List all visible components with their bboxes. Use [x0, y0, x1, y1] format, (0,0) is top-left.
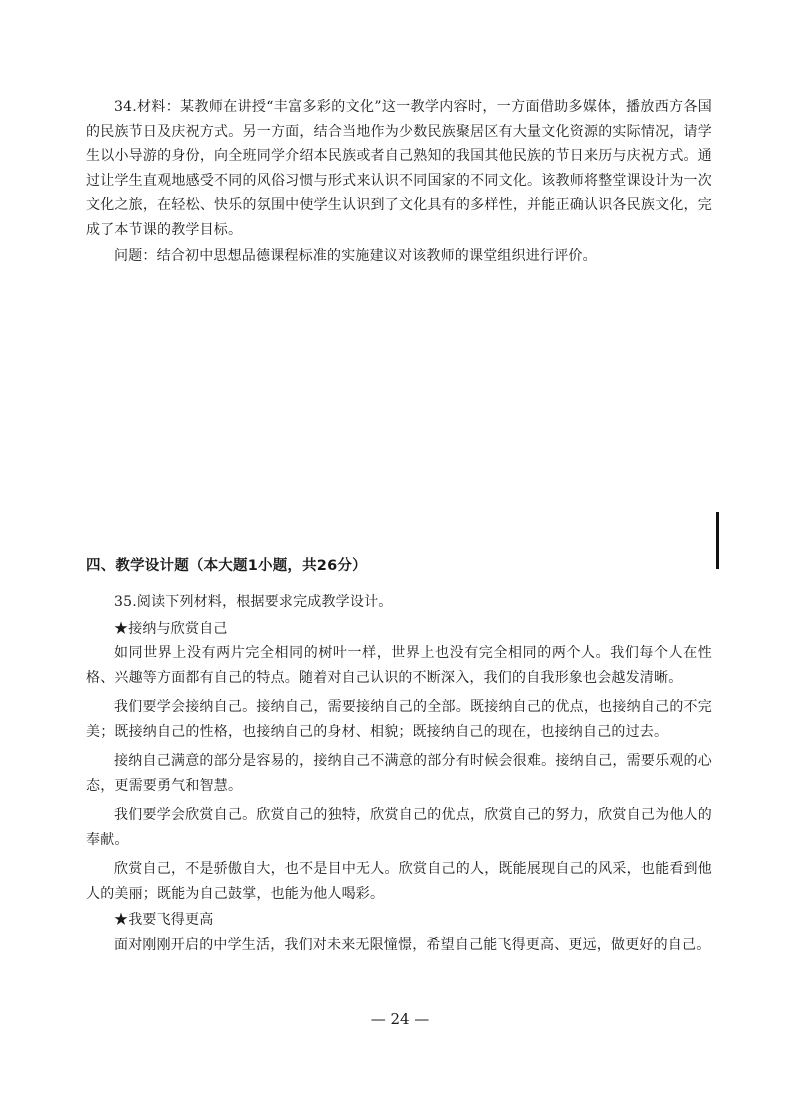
q35-heading-fly: ★我要飞得更高 — [114, 912, 214, 928]
q35-prompt: 35.阅读下列材料，根据要求完成教学设计。 — [114, 594, 393, 610]
q35-paragraph-2: 我们要学会接纳自己。接纳自己，需要接纳自己的全部。既接纳自己的优点，也接纳自己的不完美；既接纳自己的性格，也接纳自己的身材、相貌；既接纳自己的现在，也接纳自己的过去。 — [86, 699, 712, 740]
q35-paragraph-4: 我们要学会欣赏自己。欣赏自己的独特，欣赏自己的优点，欣赏自己的努力，欣赏自己为他人的奉献。 — [86, 807, 712, 848]
q35-paragraph-1: 如同世界上没有两片完全相同的树叶一样，世界上也没有完全相同的两个人。我们每个人在性格、兴趣等方面都有自己的特点。随着对自己认识的不断深入，我们的自我形象也会越发清晰。 — [86, 645, 712, 686]
q35-heading-accept: ★接纳与欣赏自己 — [114, 620, 228, 637]
question-34 — [86, 95, 712, 269]
section-title: 四、教学设计题（本大题1小题，共26分） — [86, 558, 367, 574]
margin-mark — [716, 512, 719, 569]
question-35 — [86, 590, 712, 957]
q35-paragraph-5: 欣赏自己，不是骄傲自大，也不是目中无人。欣赏自己的人，既能展现自己的风采，也能看到他人的美丽；既能为自己鼓掌，也能为他人喝彩。 — [86, 861, 712, 902]
q34-material: 34.材料：某教师在讲授“丰富多彩的文化”这一教学内容时，一方面借助多媒体，播放西方各国的民族节日及庆祝方式。另一方面，结合当地作为少数民族聚居区有大量文化资源的实际情况，请学生以小导游的身份，向全班同学介绍本民族或者自己熟知的我国其他民族的节日来历与庆祝方式。通过让学生直观地感受不同的风俗习惯与形式来认识不同国家的不同文化。该教师将整堂课设计为一次文化之旅，在轻松、快乐的氛围中使学生认识到了文化具有的多样性，并能正确认识各民族文化，完成了本节课的教学目标。 — [86, 99, 712, 238]
q35-paragraph-6: 面对刚刚开启的中学生活，我们对未来无限憧憬，希望自己能飞得更高、更远，做更好的自己。 — [114, 936, 711, 953]
q35-paragraph-3: 接纳自己满意的部分是容易的，接纳自己不满意的部分有时候会很难。接纳自己，需要乐观的心态，更需要勇气和智慧。 — [86, 753, 712, 794]
q34-question: 问题：结合初中思想品德课程标准的实施建议对该教师的课堂组织进行评价。 — [114, 248, 597, 264]
page-number: — 24 — — [370, 1010, 430, 1028]
